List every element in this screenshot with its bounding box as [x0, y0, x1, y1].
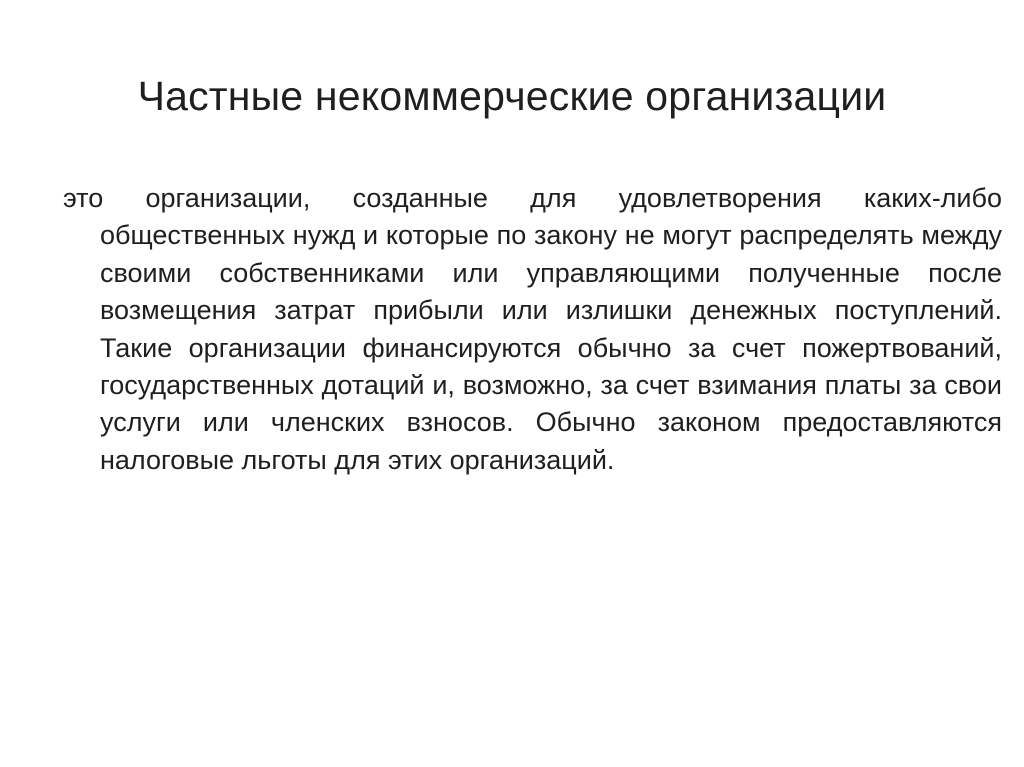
slide-title: Частные некоммерческие организации: [137, 73, 887, 119]
slide-body-text: это организации, созданные для удовлетворения каких-либо общественных нужд и которые по закону не могут распределять между своими собственниками или управляющими полученные после возмещения затрат прибыли или излишки денежных поступлений. Такие организации финансируются обычно за счет пожертвований, государственных дотаций и, возможно, за счет взимания платы за свои услуги или членских взносов. Обычно законом предоставляются налоговые льготы для этих организаций.: [63, 183, 1002, 475]
